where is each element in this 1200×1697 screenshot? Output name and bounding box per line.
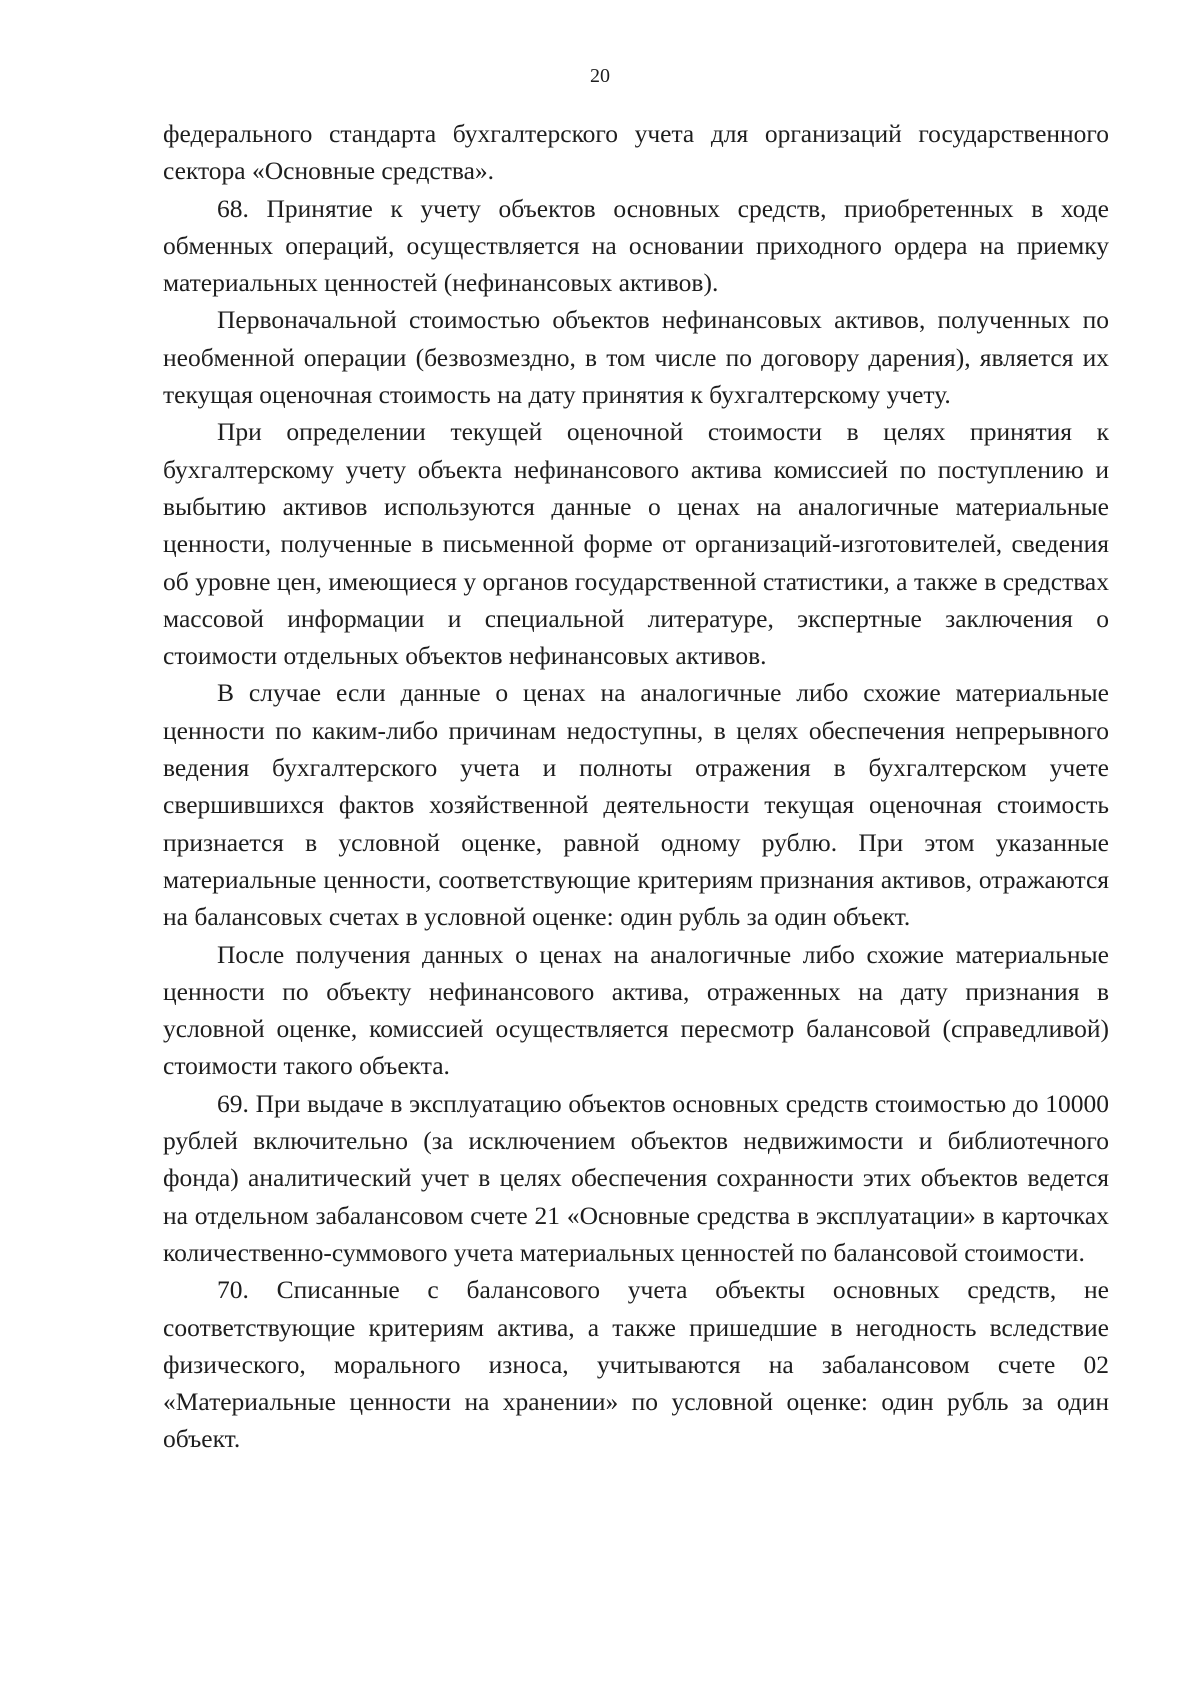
paragraph-item-68: 68. Принятие к учету объектов основных средств, приобретенных в ходе обменных операций, осуществляется на основании приходного ордера на приемку материальных ценностей (нефинансовых активов). bbox=[163, 193, 1109, 298]
paragraph-continuation: федерального стандарта бухгалтерского учета для организаций государственного сектора «Основные средства». bbox=[163, 119, 1109, 186]
paragraph-initial-cost: Первоначальной стоимостью объектов нефинансовых активов, полученных по необменной операции (безвозмездно, в том числе по договору дарения), является их текущая оценочная стоимость на дату принятия к бухгалтерскому учету. bbox=[163, 305, 1109, 410]
paragraph-item-69: 69. При выдаче в эксплуатацию объектов основных средств стоимостью до 10000 рублей включительно (за исключением объектов недвижимости и библиотечного фонда) аналитический учет в целях обеспечения сохранности этих объектов ведется на отдельном забалансовом счете 21 «Основные средства в эксплуатации» в карточках количественно-суммового учета материальных ценностей по балансовой стоимости. bbox=[163, 1088, 1109, 1267]
paragraph-current-valuation: При определении текущей оценочной стоимости в целях принятия к бухгалтерскому учету объекта нефинансового актива комиссией по поступлению и выбытию активов используются данные о ценах на аналогичные материальные ценности, полученные в письменной форме от организаций-изготовителей, сведения об уровне цен, имеющиеся у органов государственной статистики, а также в средствах массовой информации и специальной литературе, экспертные заключения о стоимости отдельных объектов нефинансовых активов. bbox=[163, 417, 1109, 671]
paragraph-revaluation: После получения данных о ценах на аналогичные либо схожие материальные ценности по объекту нефинансового актива, отраженных на дату признания в условной оценке, комиссией осуществляется пересмотр балансовой (справедливой) стоимости такого объекта. bbox=[163, 939, 1109, 1081]
paragraph-item-70: 70. Списанные с балансового учета объекты основных средств, не соответствующие критериям актива, а также пришедшие в негодность вследствие физического, морального износа, учитываются на забалансовом счете 02 «Материальные ценности на хранении» по условной оценке: один рубль за один объект. bbox=[163, 1275, 1109, 1454]
paragraph-conditional-valuation: В случае если данные о ценах на аналогичные либо схожие материальные ценности по каким-либо причинам недоступны, в целях обеспечения непрерывного ведения бухгалтерского учета и полноты отражения в бухгалтерском учете свершившихся фактов хозяйственной деятельности текущая оценочная стоимость признается в условной оценке, равной одному рублю. При этом указанные материальные ценности, соответствующие критериям признания активов, отражаются на балансовых счетах в условной оценке: один рубль за один объект. bbox=[163, 678, 1109, 932]
document-body bbox=[163, 115, 1109, 1458]
page-number: 20 bbox=[590, 65, 610, 87]
